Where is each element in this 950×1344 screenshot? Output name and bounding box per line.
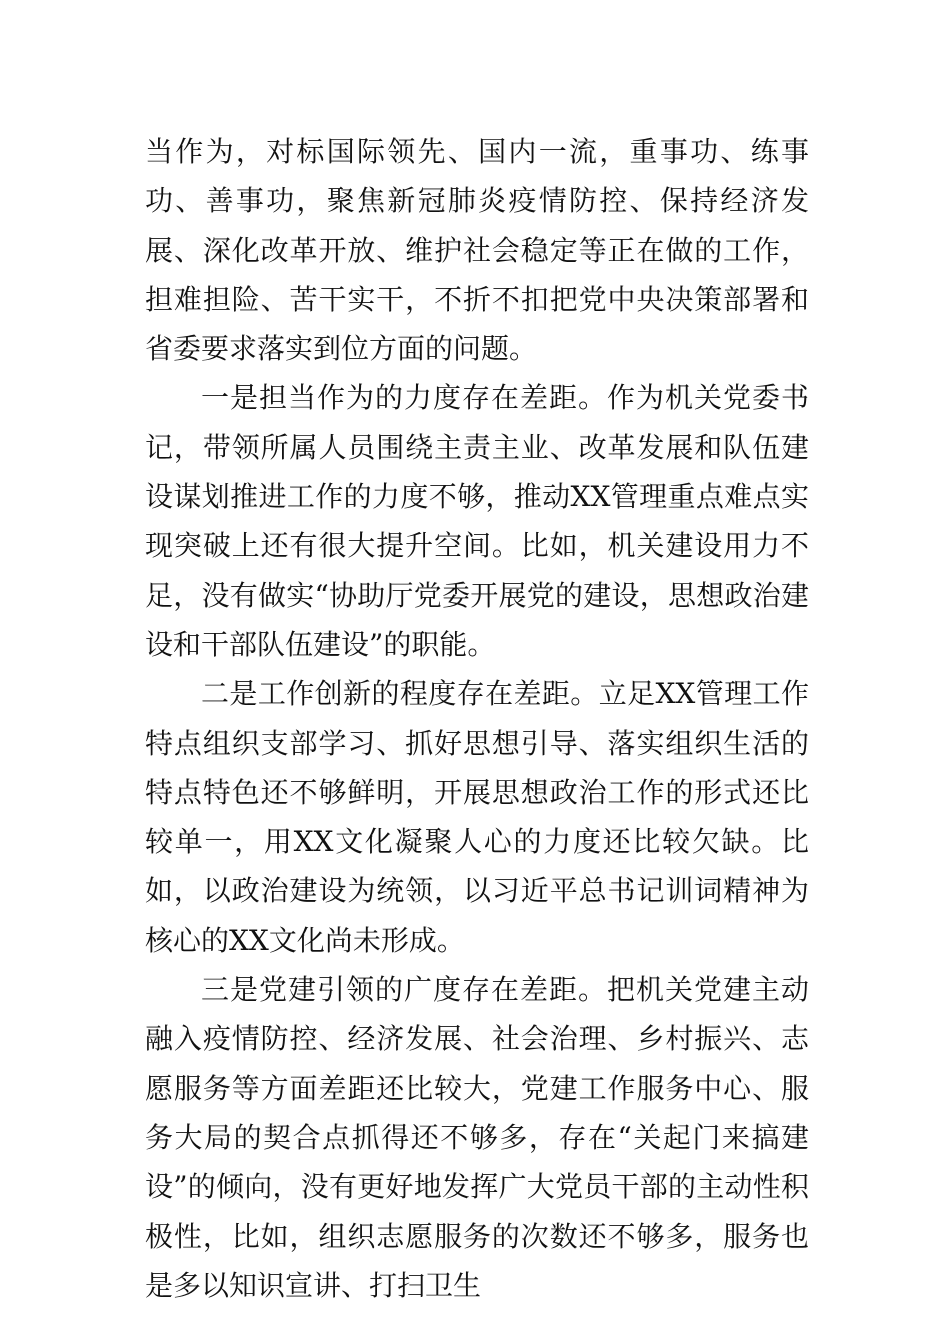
paragraph-continued: 当作为，对标国际领先、国内一流，重事功、练事功、善事功，聚焦新冠肺炎疫情防控、保持经济发展、深化改革开放、维护社会稳定等正在做的工作，担难担险、苦干实干，不折不扣把党中央决策部署和省委要求落实到位方面的问题。: [145, 135, 809, 366]
paragraph-point-two: 二是工作创新的程度存在差距。立足XX管理工作特点组织支部学习、抓好思想引导、落实组织生活的特点特色还不够鲜明，开展思想政治工作的形式还比较单一，用XX文化凝聚人心的力度还比较欠缺。比如，以政治建设为统领，以习近平总书记训词精神为核心的XX文化尚未形成。: [145, 677, 809, 957]
paragraph-point-three: 三是党建引领的广度存在差距。把机关党建主动融入疫情防控、经济发展、社会治理、乡村振兴、志愿服务等方面差距还比较大，党建工作服务中心、服务大局的契合点抓得还不够多，存在“关起门来搞建设”的倾向，没有更好地发挥广大党员干部的主动性积极性，比如，组织志愿服务的次数还不够多，服务也是多以知识宣讲、打扫卫生: [145, 973, 809, 1302]
paragraph-point-one: 一是担当作为的力度存在差距。作为机关党委书记，带领所属人员围绕主责主业、改革发展和队伍建设谋划推进工作的力度不够，推动XX管理重点难点实现突破上还有很大提升空间。比如，机关建设用力不足，没有做实“协助厅党委开展党的建设，思想政治建设和干部队伍建设”的职能。: [145, 381, 809, 661]
document-body: [145, 127, 809, 1310]
